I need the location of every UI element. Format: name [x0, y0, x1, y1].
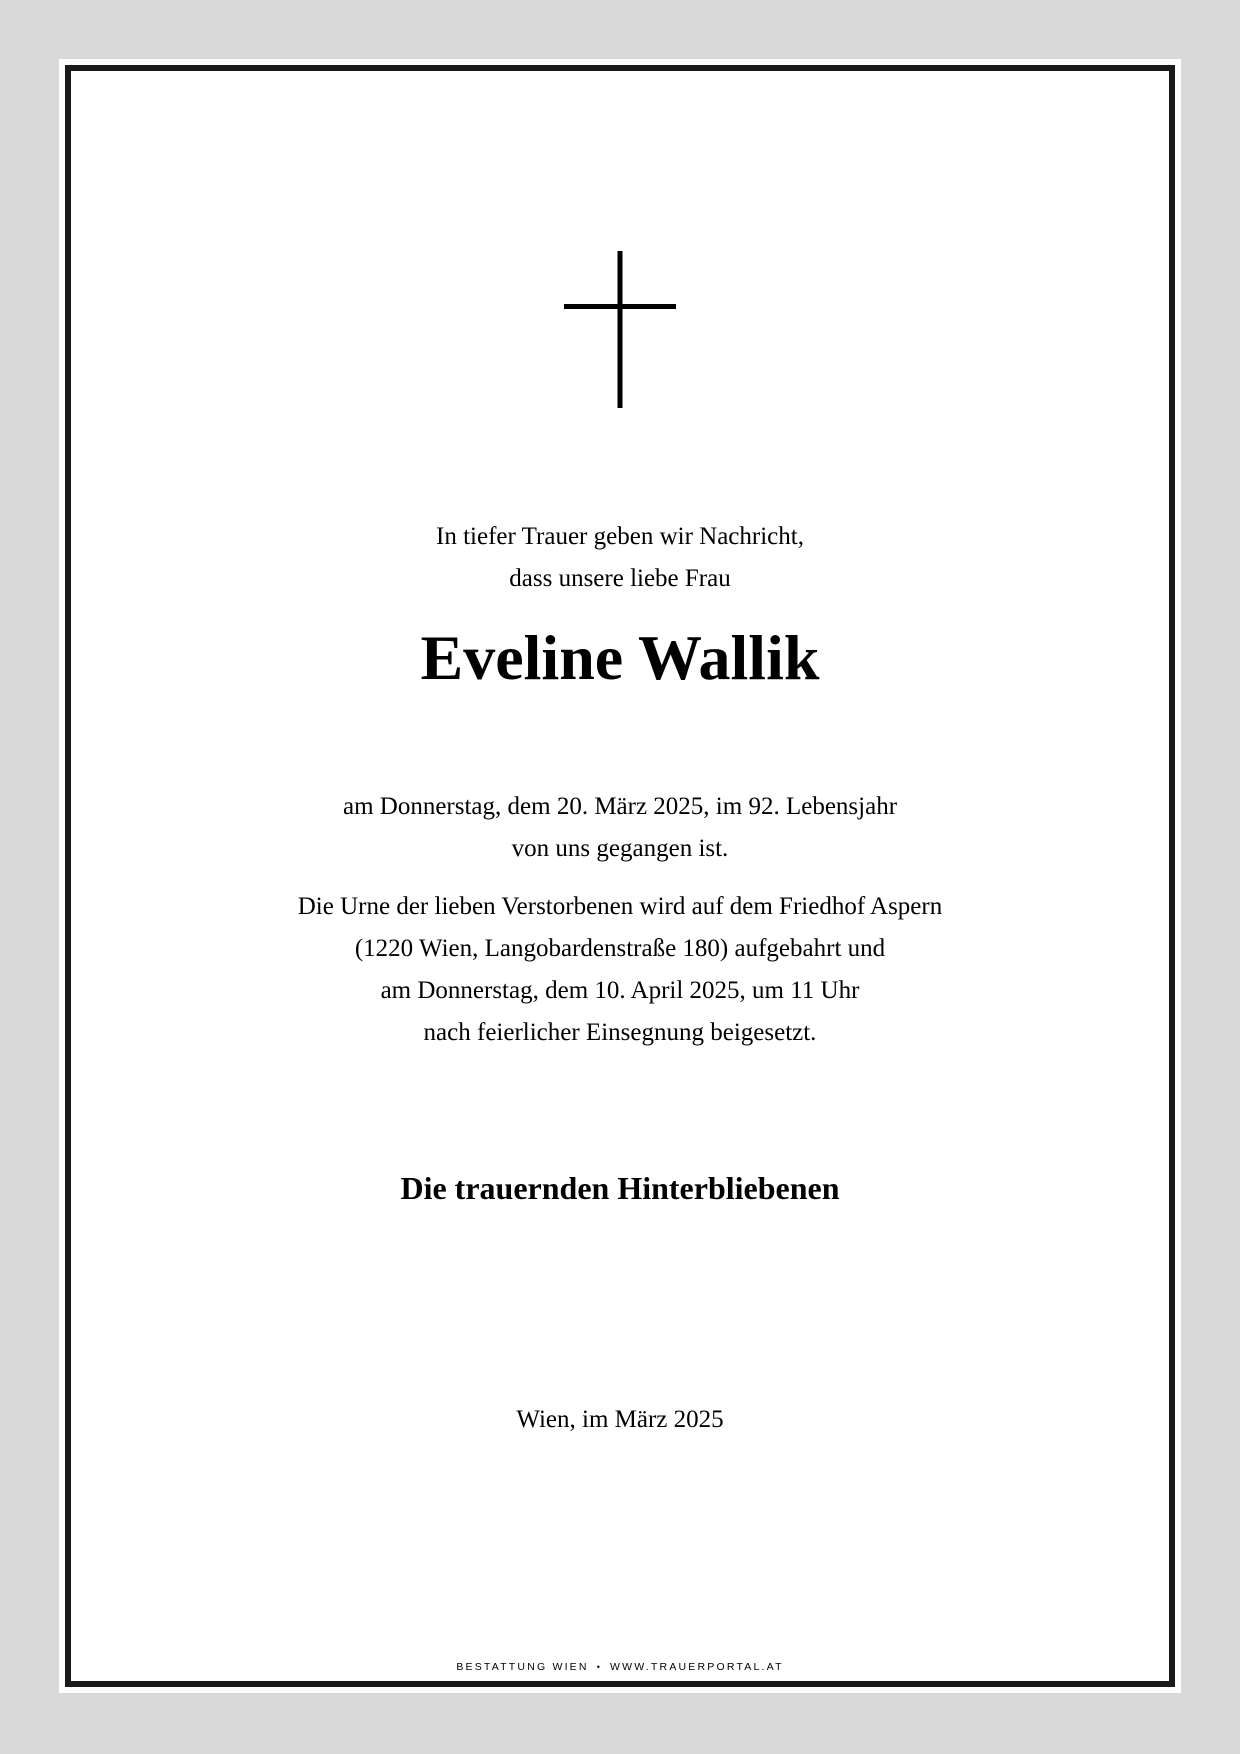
funeral-line-1: Die Urne der lieben Verstorbenen wird auf dem Friedhof Aspern [297, 893, 943, 920]
footer-company: BESTATTUNG WIEN [456, 1661, 589, 1673]
death-line-1: am Donnerstag, dem 20. März 2025, im 92. Lebensjahr [342, 793, 898, 820]
place-date: Wien, im März 2025 [516, 1406, 724, 1433]
intro-line-2: dass unsere liebe Frau [509, 565, 731, 592]
intro-line-1: In tiefer Trauer geben wir Nachricht, [436, 523, 804, 550]
obituary-sheet [59, 59, 1181, 1693]
mourners-signature: Die trauernden Hinterbliebenen [400, 1170, 840, 1206]
footer-website: WWW.TRAUERPORTAL.AT [610, 1661, 784, 1673]
funeral-line-3: am Donnerstag, dem 10. April 2025, um 11 Uhr [380, 977, 860, 1004]
footer [59, 1660, 1181, 1674]
deceased-name: Eveline Wallik [420, 622, 820, 693]
death-line-2: von uns gegangen ist. [511, 835, 729, 862]
cross-icon [59, 59, 1181, 419]
funeral-line-2: (1220 Wien, Langobardenstraße 180) aufgebahrt und [354, 935, 886, 962]
funeral-line-4: nach feierlicher Einsegnung beigesetzt. [423, 1019, 817, 1046]
footer-separator: • [596, 1662, 603, 1672]
